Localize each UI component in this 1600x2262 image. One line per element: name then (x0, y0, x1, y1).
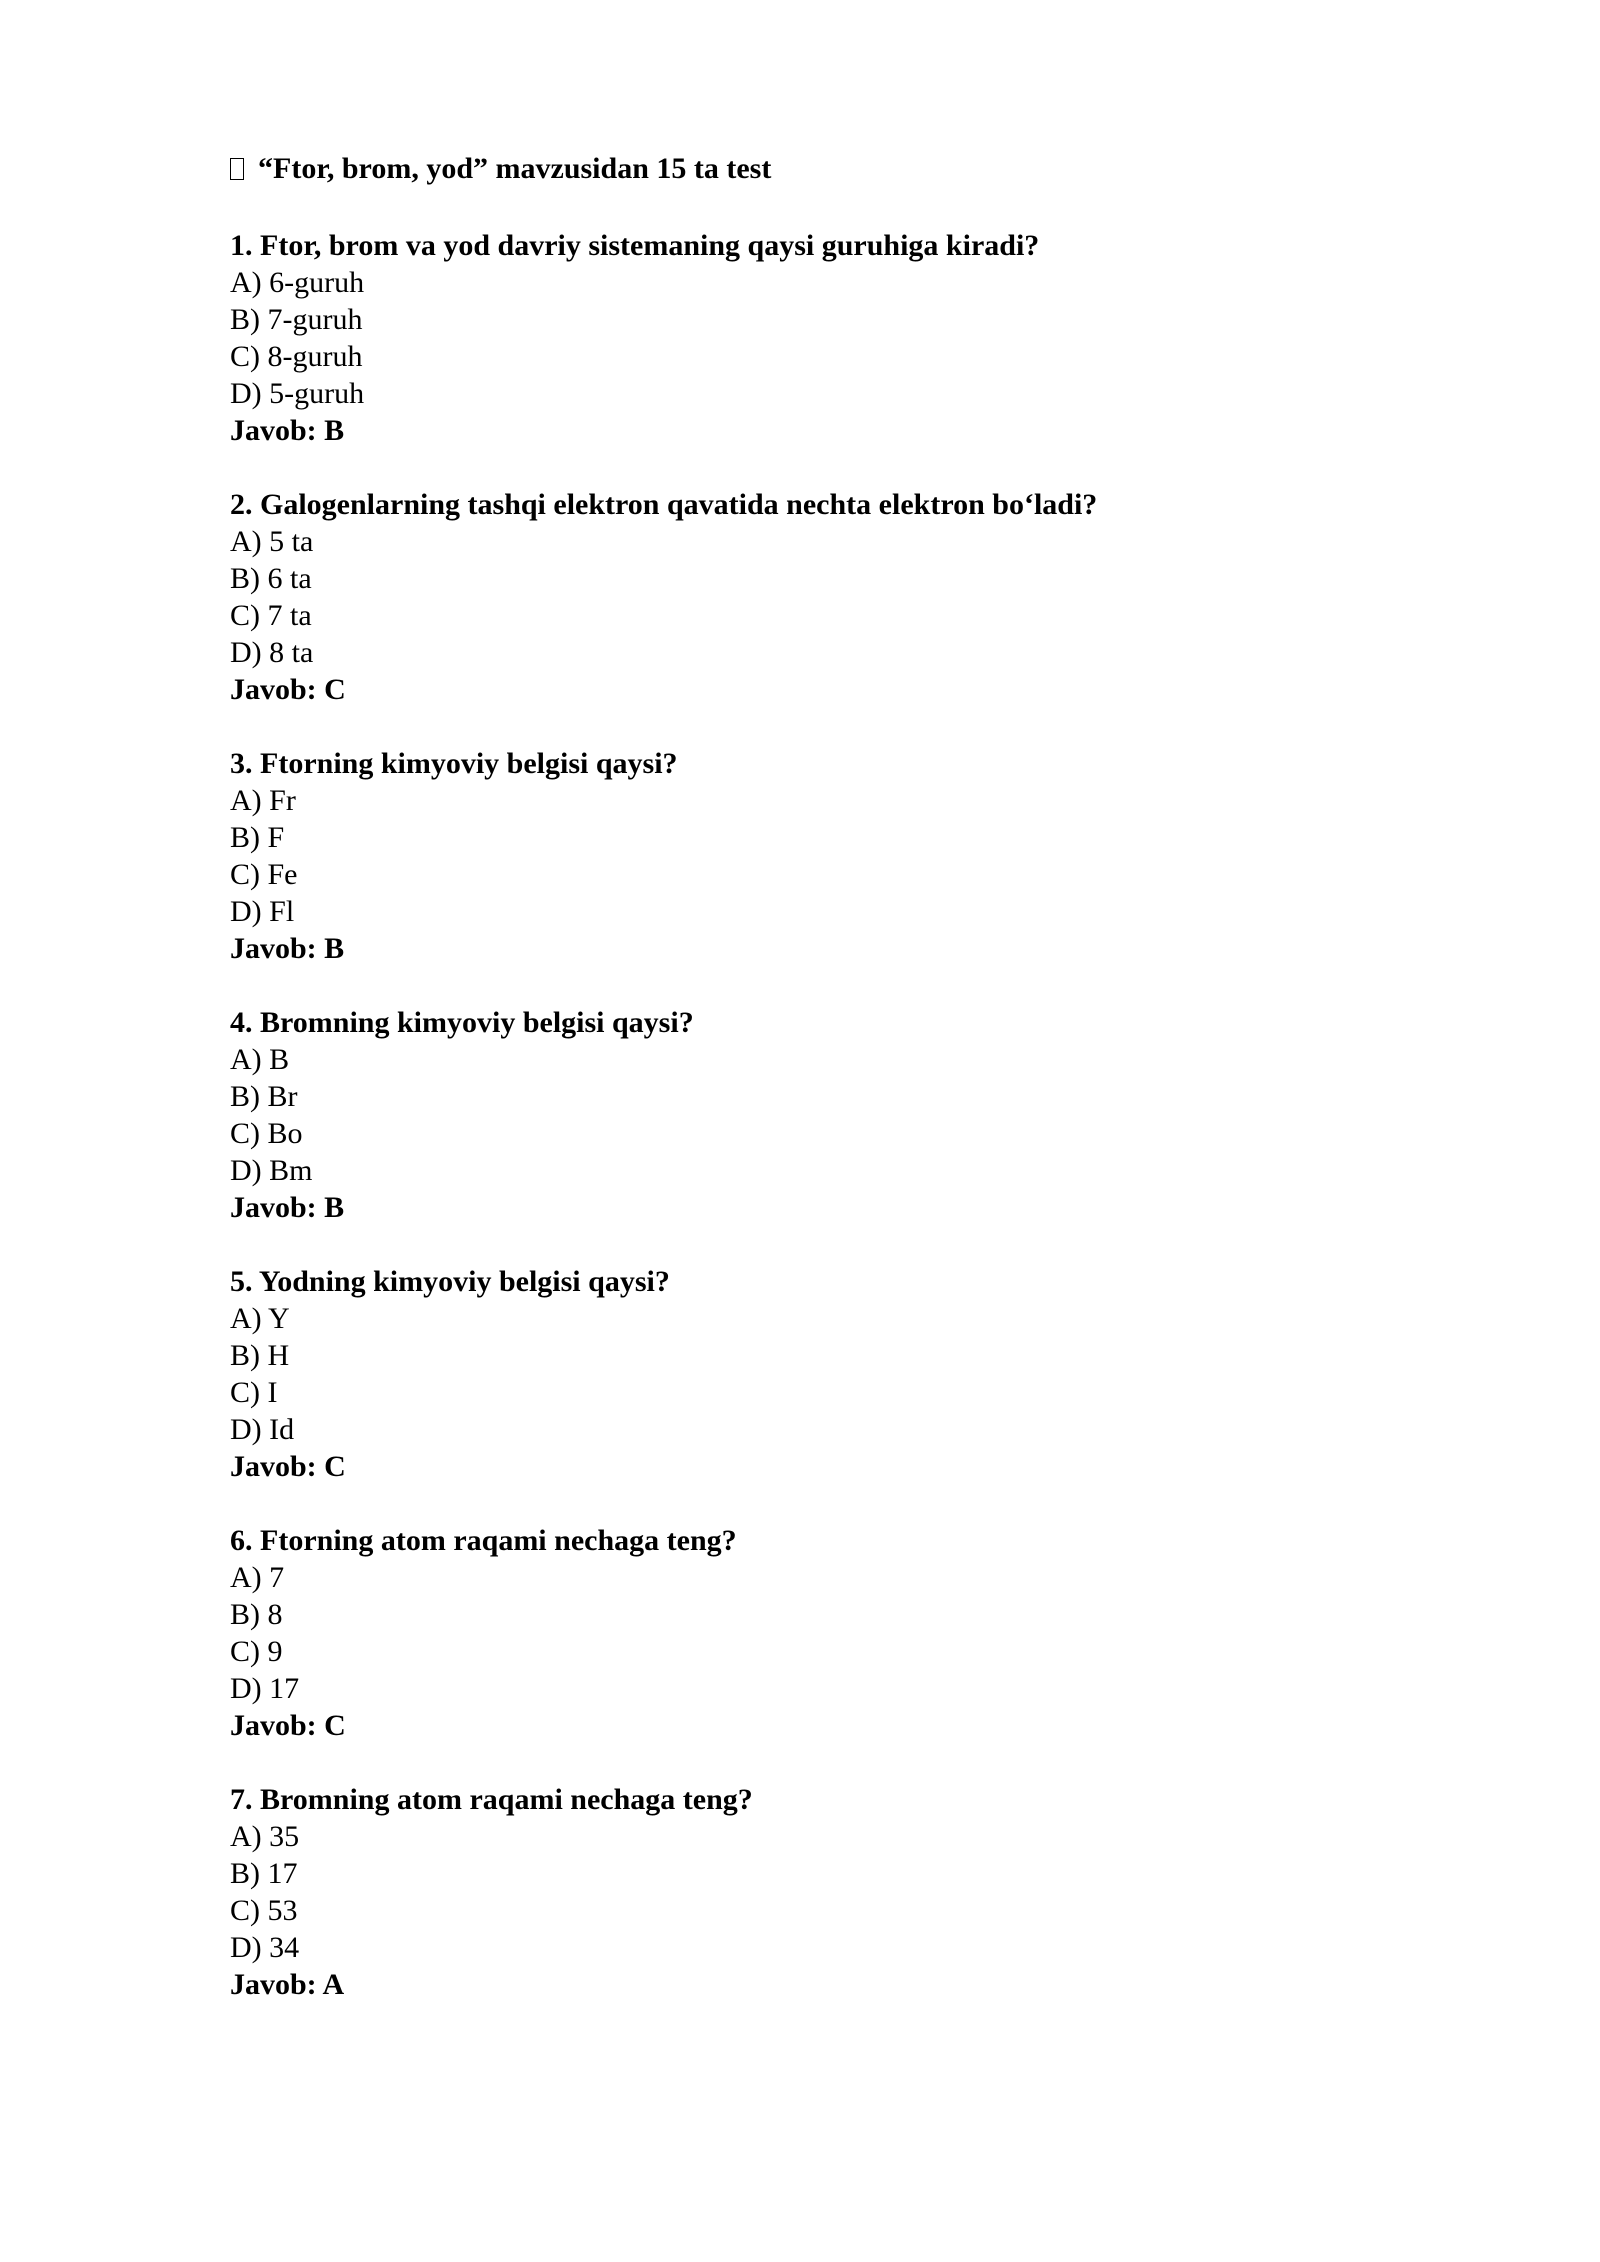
answer-option: A) 5 ta (230, 525, 314, 558)
document-title (230, 150, 1430, 187)
question-block (230, 1263, 1430, 1485)
answer-option: D) Id (230, 1413, 295, 1446)
question-text: 2. Galogenlarning tashqi elektron qavatida nechta elektron bo‘ladi? (230, 488, 1098, 521)
question-block (230, 227, 1430, 449)
question-text: 5. Yodning kimyoviy belgisi qaysi? (230, 1265, 670, 1298)
correct-answer: Javob: B (230, 1191, 345, 1224)
question-text: 6. Ftorning atom raqami nechaga teng? (230, 1524, 737, 1557)
correct-answer: Javob: A (230, 1968, 345, 2001)
answer-option: B) 7-guruh (230, 303, 363, 336)
question-block (230, 745, 1430, 967)
answer-option: B) 6 ta (230, 562, 312, 595)
question-block (230, 1004, 1430, 1226)
question-block (230, 1522, 1430, 1744)
answer-option: A) 7 (230, 1561, 285, 1594)
correct-answer: Javob: C (230, 673, 346, 706)
answer-option: A) 6-guruh (230, 266, 365, 299)
answer-option: B) 17 (230, 1857, 298, 1890)
answer-option: B) 8 (230, 1598, 283, 1631)
answer-option: B) H (230, 1339, 290, 1372)
answer-option: A) B (230, 1043, 290, 1076)
answer-option: A) 35 (230, 1820, 300, 1853)
answer-option: C) 8-guruh (230, 340, 363, 373)
question-block (230, 1781, 1430, 2003)
answer-option: D) 5-guruh (230, 377, 365, 410)
answer-option: D) 34 (230, 1931, 300, 1964)
answer-option: D) Bm (230, 1154, 313, 1187)
answer-option: D) 8 ta (230, 636, 314, 669)
answer-option: D) 17 (230, 1672, 300, 1705)
answer-option: C) 7 ta (230, 599, 312, 632)
answer-option: C) Fe (230, 858, 298, 891)
question-text: 3. Ftorning kimyoviy belgisi qaysi? (230, 747, 678, 780)
answer-option: B) Br (230, 1080, 298, 1113)
answer-option: C) Bo (230, 1117, 303, 1150)
answer-option: A) Fr (230, 784, 296, 817)
question-text: 7. Bromning atom raqami nechaga teng? (230, 1783, 753, 1816)
question-list (230, 227, 1430, 2003)
answer-option: C) 53 (230, 1894, 298, 1927)
document-title-text: “Ftor, brom, yod” mavzusidan 15 ta test (258, 152, 772, 185)
correct-answer: Javob: C (230, 1709, 346, 1742)
correct-answer: Javob: B (230, 414, 345, 447)
answer-option: D) Fl (230, 895, 295, 928)
answer-option: C) I (230, 1376, 278, 1409)
question-text: 1. Ftor, brom va yod davriy sistemaning qaysi guruhiga kiradi? (230, 229, 1040, 262)
correct-answer: Javob: C (230, 1450, 346, 1483)
correct-answer: Javob: B (230, 932, 345, 965)
document-page (230, 150, 1430, 2040)
question-text: 4. Bromning kimyoviy belgisi qaysi? (230, 1006, 694, 1039)
question-block (230, 486, 1430, 708)
answer-option: C) 9 (230, 1635, 283, 1668)
answer-option: A) Y (230, 1302, 290, 1335)
missing-glyph-icon (230, 158, 244, 180)
answer-option: B) F (230, 821, 285, 854)
